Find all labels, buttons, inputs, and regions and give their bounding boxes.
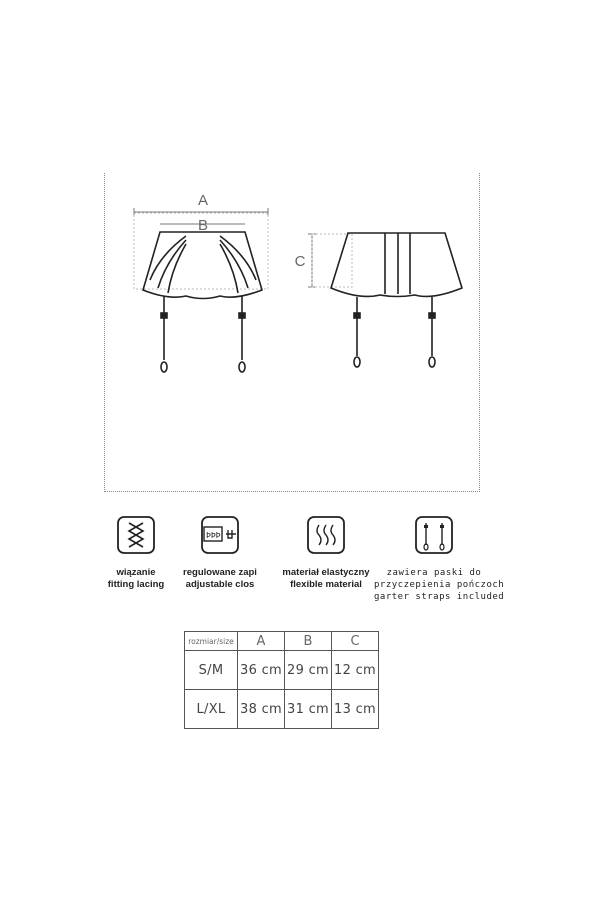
feature-garter xyxy=(374,513,505,603)
feature-elastic xyxy=(266,513,386,591)
size-table-header xyxy=(185,632,379,651)
garter-strap-icon xyxy=(412,513,456,557)
feature-closure-label-en: adjustable clos xyxy=(185,579,255,590)
measure-b-cell: 31 cm xyxy=(285,690,332,729)
feature-closure-label-pl: regulowane zapi xyxy=(183,567,257,578)
measure-c-cell: 12 cm xyxy=(332,651,379,690)
measure-b-cell: 29 cm xyxy=(285,651,332,690)
size-table-header-c: C xyxy=(332,632,379,651)
size-table-header-a: A xyxy=(238,632,285,651)
size-table-corner: rozmiar/size xyxy=(185,632,238,651)
dimension-a xyxy=(134,208,268,216)
feature-elastic-label-en: flexible material xyxy=(290,579,362,590)
lacing-icon xyxy=(114,513,158,557)
size-table-row xyxy=(185,651,379,690)
feature-lacing-label-pl: wiązanie xyxy=(116,567,156,578)
size-cell: S/M xyxy=(185,651,238,690)
label-c: C xyxy=(294,253,306,270)
front-belt xyxy=(143,232,262,372)
feature-closure xyxy=(160,513,280,591)
elastic-icon xyxy=(304,513,348,557)
label-b: B xyxy=(197,217,209,234)
closure-icon xyxy=(198,513,242,557)
feature-garter-label-en: garter straps included xyxy=(374,592,505,602)
svg-text:ÞÞÞ: ÞÞÞ xyxy=(206,531,221,540)
size-table-row xyxy=(185,690,379,729)
measure-a-cell: 36 cm xyxy=(238,651,285,690)
feature-elastic-label-pl: materiał elastyczny xyxy=(282,567,370,578)
measure-c-cell: 13 cm xyxy=(332,690,379,729)
feature-lacing-label-en: fitting lacing xyxy=(107,579,165,590)
size-table xyxy=(184,631,379,729)
feature-garter-label-pl-2: przyczepienia pończoch xyxy=(374,580,505,590)
back-belt xyxy=(331,233,462,367)
measure-a-cell: 38 cm xyxy=(238,690,285,729)
label-a: A xyxy=(197,192,209,209)
size-table-header-b: B xyxy=(285,632,332,651)
size-cell: L/XL xyxy=(185,690,238,729)
feature-garter-label-pl-1: zawiera paski do xyxy=(386,568,482,578)
